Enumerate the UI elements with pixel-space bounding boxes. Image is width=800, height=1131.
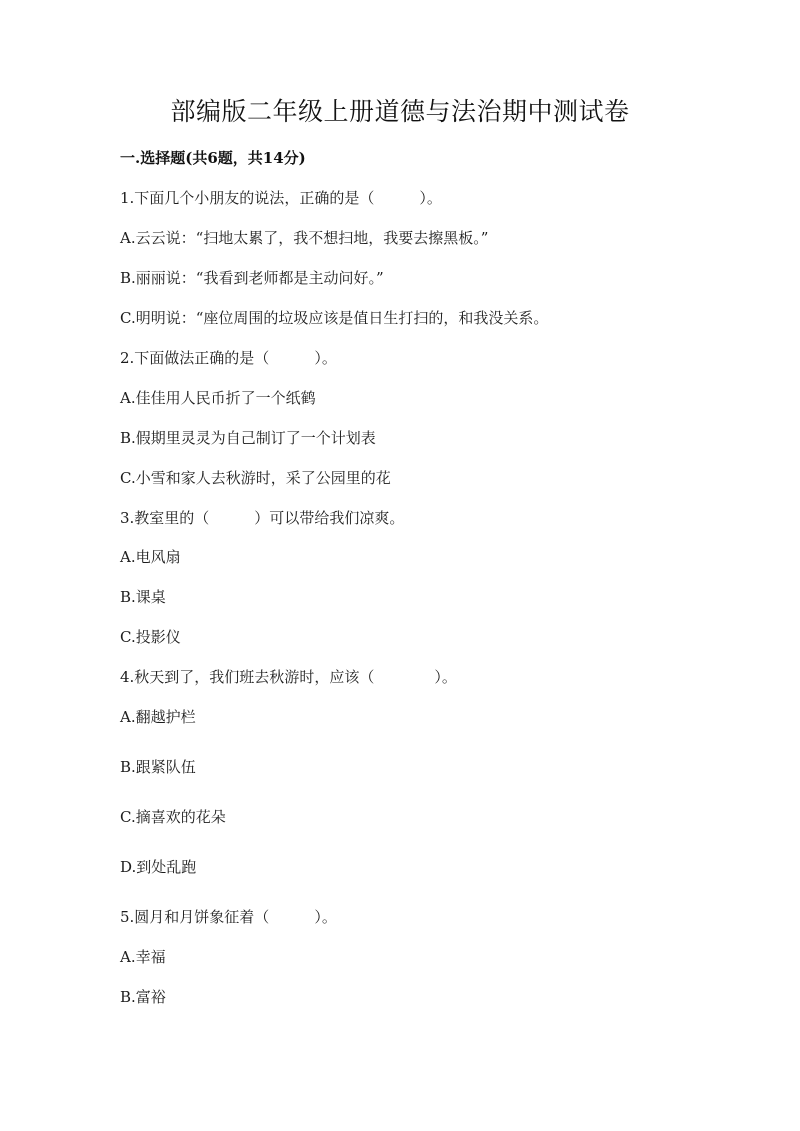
question-5-stem: 5.圆月和月饼象征着（ ）。 — [120, 908, 337, 926]
document-title: 部编版二年级上册道德与法治期中测试卷 — [170, 97, 630, 126]
question-4-option-a: A.翻越护栏 — [120, 708, 196, 726]
question-2-option-b: B.假期里灵灵为自己制订了一个计划表 — [120, 429, 376, 447]
question-4-option-d: D.到处乱跑 — [120, 858, 197, 876]
question-5-option-a: A.幸福 — [120, 948, 166, 966]
question-4-stem: 4.秋天到了，我们班去秋游时，应该（ ）。 — [120, 668, 457, 686]
question-4-option-b: B.跟紧队伍 — [120, 758, 196, 776]
question-1-stem: 1.下面几个小朋友的说法，正确的是（ ）。 — [120, 189, 442, 207]
question-1-option-a: A.云云说：“扫地太累了，我不想扫地，我要去擦黑板。” — [120, 229, 489, 247]
question-2-stem: 2.下面做法正确的是（ ）。 — [120, 349, 337, 367]
question-3-option-c: C.投影仪 — [120, 628, 181, 646]
question-2-option-c: C.小雪和家人去秋游时，采了公园里的花 — [120, 469, 391, 487]
question-3-option-b: B.课桌 — [120, 588, 166, 606]
question-1-option-c: C.明明说：“座位周围的垃圾应该是值日生打扫的，和我没关系。 — [120, 309, 549, 327]
question-4-option-c: C.摘喜欢的花朵 — [120, 808, 226, 826]
question-5-option-b: B.富裕 — [120, 988, 166, 1006]
section-heading: 一.选择题(共6题，共14分) — [120, 149, 306, 167]
question-3-stem: 3.教室里的（ ）可以带给我们凉爽。 — [120, 509, 405, 527]
question-2-option-a: A.佳佳用人民币折了一个纸鹤 — [120, 389, 316, 407]
question-3-option-a: A.电风扇 — [120, 548, 181, 566]
question-1-option-b: B.丽丽说：“我看到老师都是主动问好。” — [120, 269, 384, 287]
